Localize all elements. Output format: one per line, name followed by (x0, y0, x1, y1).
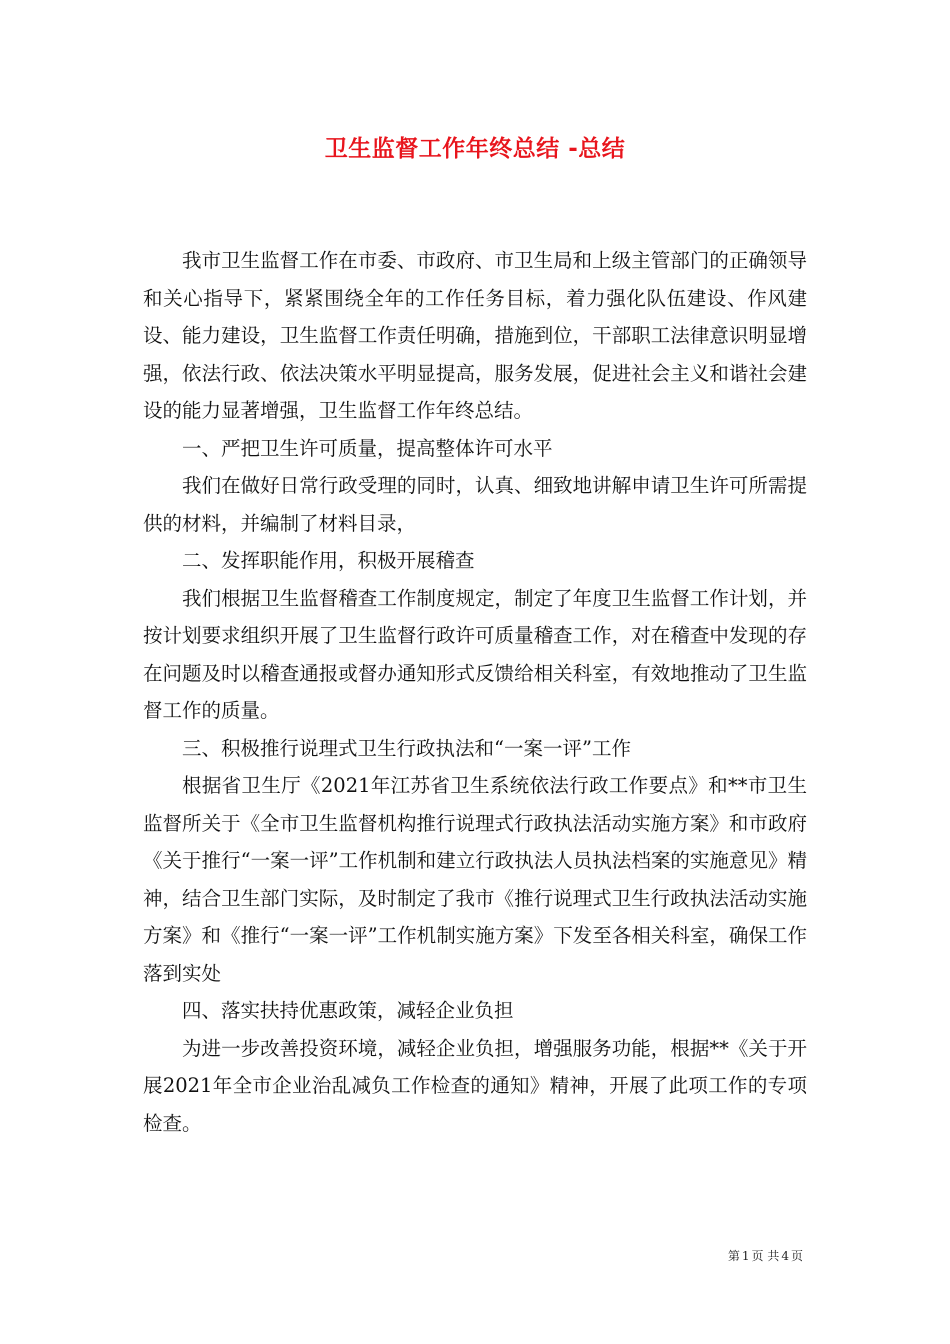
document-body (143, 242, 807, 1142)
current-page-number: 1 (741, 1249, 750, 1263)
page-label-suffix: 页 (790, 1249, 803, 1263)
section-heading-3: 三、积极推行说理式卫生行政执法和“一案一评”工作 (182, 736, 631, 760)
intro-paragraph: 我市卫生监督工作在市委、市政府、市卫生局和上级主管部门的正确领导和关心指导下，紧紧围绕全年的工作任务目标，着力强化队伍建设、作风建设、能力建设，卫生监督工作责任明确，措施到位，干部职工法律意识明显增强，依法行政、依法决策水平明显提高，服务发展，促进社会主义和谐社会建设的能力显著增强，卫生监督工作年终总结。 (143, 249, 807, 422)
section-heading-1: 一、严把卫生许可质量，提高整体许可水平 (182, 436, 553, 460)
section-heading-2: 二、发挥职能作用，积极开展稽查 (182, 549, 475, 572)
page-number-footer (727, 1247, 804, 1264)
section-paragraph-3: 根据省卫生厅《2021年江苏省卫生系统依法行政工作要点》和**市卫生监督所关于《全市卫生监督机构推行说理式行政执法活动实施方案》和市政府《关于推行“一案一评”工作机制和建立行政执法人员执法档案的实施意见》精神，结合卫生部门实际，及时制定了我市《推行说理式卫生行政执法活动实施方案》和《推行“一案一评”工作机制实施方案》下发至各相关科室，确保工作落到实处 (143, 774, 807, 985)
section-paragraph-1: 我们在做好日常行政受理的同时，认真、细致地讲解申请卫生许可所需提供的材料，并编制了材料目录， (143, 474, 807, 535)
page-label-prefix: 第 (727, 1249, 740, 1263)
total-page-number: 4 (781, 1249, 789, 1263)
page-label-middle: 页 共 (751, 1249, 780, 1263)
section-paragraph-2: 我们根据卫生监督稽查工作制度规定，制定了年度卫生监督工作计划，并按计划要求组织开展了卫生监督行政许可质量稽查工作，对在稽查中发现的存在问题及时以稽查通报或督办通知形式反馈给相关科室，有效地推动了卫生监督工作的质量。 (143, 586, 807, 722)
document-title: 卫生监督工作年终总结 -总结 (324, 136, 626, 162)
section-paragraph-4: 为进一步改善投资环境，减轻企业负担，增强服务功能，根据**《关于开展2021年全市企业治乱减负工作检查的通知》精神，开展了此项工作的专项检查。 (143, 1036, 807, 1135)
section-heading-4: 四、落实扶持优惠政策，减轻企业负担 (182, 999, 514, 1022)
